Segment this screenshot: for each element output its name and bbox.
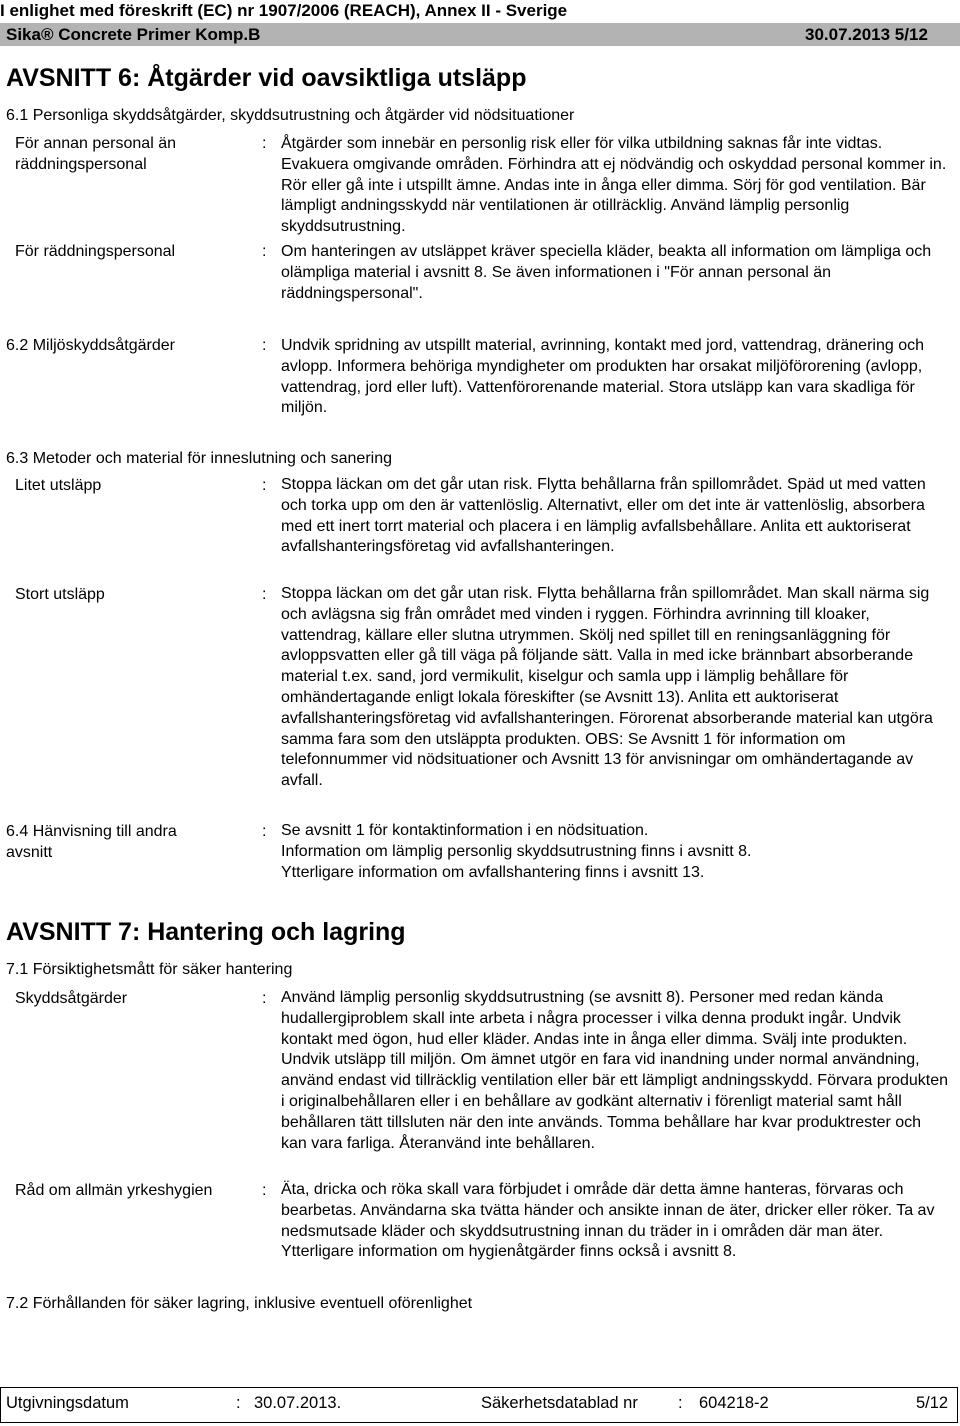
footer-issue-date: 30.07.2013. bbox=[254, 1394, 342, 1412]
text-environmental-precautions: Undvik spridning av utspillt material, avrinning, kontakt med jord, vattendrag, dränering och avlopp. Informera behöriga myndigheter om produkten har orsakat miljöförorening (avlopp, vattendrag, jord eller luft). Vattenförorenande material. Stora utsläpp kan vara skadliga för miljön. bbox=[281, 337, 924, 417]
label-environmental-precautions: 6.2 Miljöskyddsåtgärder bbox=[6, 337, 175, 354]
colon: : bbox=[262, 337, 267, 354]
colon: : bbox=[262, 1182, 267, 1199]
text-rescue-personnel: Om hanteringen av utsläppet kräver speciella kläder, beakta all information om lämpliga och olämpliga material i avsnitt 8. Se även informationen i "För annan personal än räddningspersonal". bbox=[281, 243, 932, 302]
label-reference-other-sections: 6.4 Hänvisning till andra avsnitt bbox=[6, 823, 177, 861]
text-reference-other-sections bbox=[281, 821, 949, 883]
reference-line: Information om lämplig personlig skyddsutrustning finns i avsnitt 8. bbox=[281, 842, 752, 860]
document-regulation-title: I enlighet med föreskrift (EC) nr 1907/2006 (REACH), Annex II - Sverige bbox=[0, 1, 568, 20]
text-occupational-hygiene: Äta, dricka och röka skall vara förbjudet i område där detta ämne hanteras, förvaras och bearbetas. Användarna ska tvätta händer och ansikte innan de äter, dricker eller röker. Ta av nedsmutsade kläder och skyddsutrustning innan du träder in i områden där man äter. Ytterligare information om hygienåtgärder finns också i avsnitt 8. bbox=[281, 1181, 935, 1261]
section-6-heading: AVSNITT 6: Åtgärder vid oavsiktliga utsläpp bbox=[0, 64, 960, 93]
subsection-7-2-heading: 7.2 Förhållanden för säker lagring, inklusive eventuell oförenlighet bbox=[6, 1295, 473, 1312]
footer-sds-number: 604218-2 bbox=[699, 1394, 769, 1412]
text-other-personnel: Åtgärder som innebär en personlig risk eller för vilka utbildning saknas får inte vidtas. Evakuera omgivande områden. Förhindra att ej nödvändig och oskyddad personal kommer in. Rör eller gå inte i utspillt ämne. Andas inte in ånga eller dimma. Sörj för god ventilation. Bär lämpligt andningsskydd när ventilationen är otillräcklig. Använd lämplig personlig skyddsutrustning. bbox=[281, 135, 947, 236]
subsection-7-1-heading: 7.1 Försiktighetsmått för säker hantering bbox=[6, 961, 293, 978]
colon: : bbox=[236, 1394, 241, 1412]
reference-line: Ytterligare information om avfallshantering finns i avsnitt 13. bbox=[281, 863, 705, 881]
label-other-personnel: För annan personal än räddningspersonal bbox=[15, 135, 176, 173]
colon: : bbox=[262, 135, 267, 152]
product-name: Sika® Concrete Primer Komp.B bbox=[6, 25, 261, 44]
reference-line: Se avsnitt 1 för kontaktinformation i en nödsituation. bbox=[281, 822, 649, 839]
colon: : bbox=[678, 1394, 683, 1412]
label-large-spill: Stort utsläpp bbox=[15, 586, 105, 603]
label-occupational-hygiene: Råd om allmän yrkeshygien bbox=[15, 1182, 213, 1199]
label-rescue-personnel: För räddningspersonal bbox=[15, 243, 176, 260]
subsection-6-1-heading: 6.1 Personliga skyddsåtgärder, skyddsutrustning och åtgärder vid nödsituationer bbox=[6, 107, 575, 124]
colon: : bbox=[262, 243, 267, 260]
section-7-heading: AVSNITT 7: Hantering och lagring bbox=[0, 918, 960, 947]
footer-issue-label: Utgivningsdatum bbox=[6, 1394, 129, 1412]
colon: : bbox=[262, 990, 267, 1007]
colon: : bbox=[262, 477, 267, 494]
colon: : bbox=[262, 823, 267, 840]
text-protective-measures: Använd lämplig personlig skyddsutrustning (se avsnitt 8). Personer med redan kända hudallergiproblem skall inte arbeta i några processer i vilka denna produkt ingår. Undvik kontakt med ögon, hud eller kläder. Andas inte in ånga eller dimma. Svälj inte produkten. Undvik utsläpp till miljön. Om ämnet utgör en fara vid inandning under normal användning, använd endast vid tillräcklig ventilation eller bär ett lämpligt andningsskydd. Förvara produkten i originalbehållaren eller i en behållare av godkänt alternativ i förenligt material samt håll behållaren tätt tillsluten när den inte används. Tomma behållare har kvar produktrester och kan vara farliga. Återanvänd inte behållaren. bbox=[281, 989, 949, 1152]
colon: : bbox=[262, 586, 267, 603]
subsection-6-3-heading: 6.3 Metoder och material för inneslutning och sanering bbox=[6, 450, 392, 467]
footer-page-number: 5/12 bbox=[916, 1394, 949, 1412]
text-small-spill: Stoppa läckan om det går utan risk. Flytta behållarna från spillområdet. Späd ut med vatten och torka upp om den är vattenlöslig. Alternativt, eller om det inte är vattenlöslig, absorbera med ett inert torrt material och placera i en lämplig avfallsbehållare. Anlita ett auktoriserat avfallshanteringsföretag vid avfallshanteringen. bbox=[281, 476, 926, 556]
label-protective-measures: Skyddsåtgärder bbox=[15, 990, 128, 1007]
header-date-page: 30.07.2013 5/12 bbox=[805, 25, 928, 44]
footer-box bbox=[0, 1387, 958, 1423]
label-small-spill: Litet utsläpp bbox=[15, 477, 102, 494]
footer-sds-label: Säkerhetsdatablad nr bbox=[481, 1394, 638, 1412]
text-large-spill: Stoppa läckan om det går utan risk. Flytta behållarna från spillområdet. Man skall närma sig och avlägsna sig från området med vinden i ryggen. Förhindra avrinning till kloaker, vattendrag, källare eller slutna utrymmen. Skölj ned spillet till en reningsanläggning för avloppsvatten eller gå till väga på följande sätt. Valla in med icke brännbart absorberande material t.ex. sand, jord vermikulit, kiselgur och samla upp i lämplig behållare för omhändertagande enligt lokala föreskifter (se Avsnitt 13). Anlita ett auktoriserat avfallshanteringsföretag vid avfallshanteringen. Förorenat absorberande material kan utgöra samma fara som den utsläppta produkten. OBS: Se Avsnitt 1 för information om telefonnummer vid nödsituationer och Avsnitt 13 för anvisningar om omhändertagande av avfall. bbox=[281, 585, 933, 790]
